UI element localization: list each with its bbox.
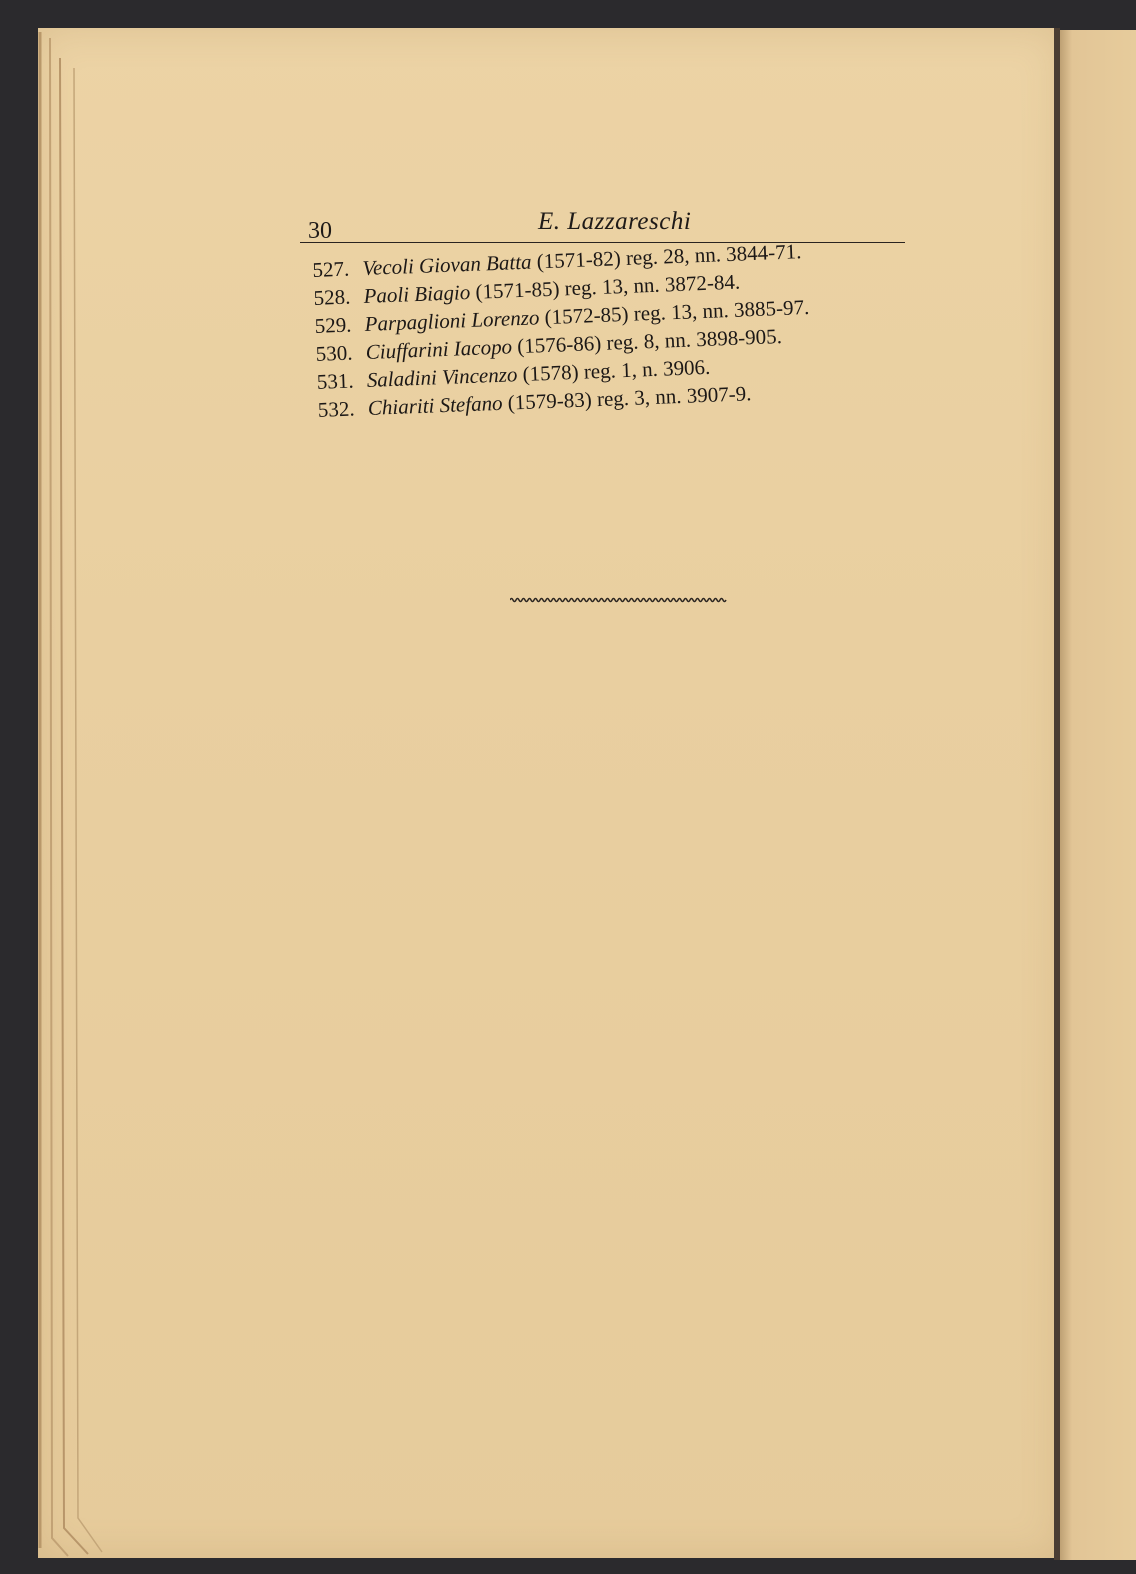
entry-details: (1579-83) reg. 3, nn. 3907-9.	[502, 381, 752, 415]
entry-name: Chiariti Stefano	[367, 390, 504, 420]
entry-details: (1578) reg. 1, n. 3906.	[516, 354, 711, 387]
entry-name: Ciuffarini Iacopo	[365, 334, 513, 364]
entry-number: 529.	[314, 312, 352, 338]
entry-number: 531.	[316, 368, 355, 394]
entry-number: 532.	[317, 396, 356, 422]
page-number: 30	[308, 218, 332, 244]
entry-number: 528.	[313, 284, 351, 310]
facing-page-edge	[1058, 30, 1136, 1560]
book-gutter	[1054, 28, 1060, 1560]
entry-name: Saladini Vincenzo	[366, 362, 518, 392]
running-head-author: E. Lazzareschi	[538, 208, 692, 235]
entry-details: (1576-86) reg. 8, nn. 3898-905.	[511, 324, 783, 359]
entry-number: 527.	[312, 256, 350, 282]
entry-details: (1572-85) reg. 13, nn. 3885-97.	[538, 294, 810, 330]
entry-list	[312, 235, 878, 424]
entry-details: (1571-85) reg. 13, nn. 3872-84.	[469, 269, 741, 304]
entry-name: Paoli Biagio	[363, 279, 471, 309]
entry-name: Vecoli Giovan Batta	[362, 249, 532, 281]
entry-name: Parpaglioni Lorenzo	[364, 305, 540, 337]
entry-details: (1571-82) reg. 28, nn. 3844-71.	[531, 239, 802, 274]
entry-number: 530.	[315, 340, 353, 366]
stacked-page-edges	[38, 28, 108, 1558]
wavy-divider-ornament	[510, 588, 728, 608]
